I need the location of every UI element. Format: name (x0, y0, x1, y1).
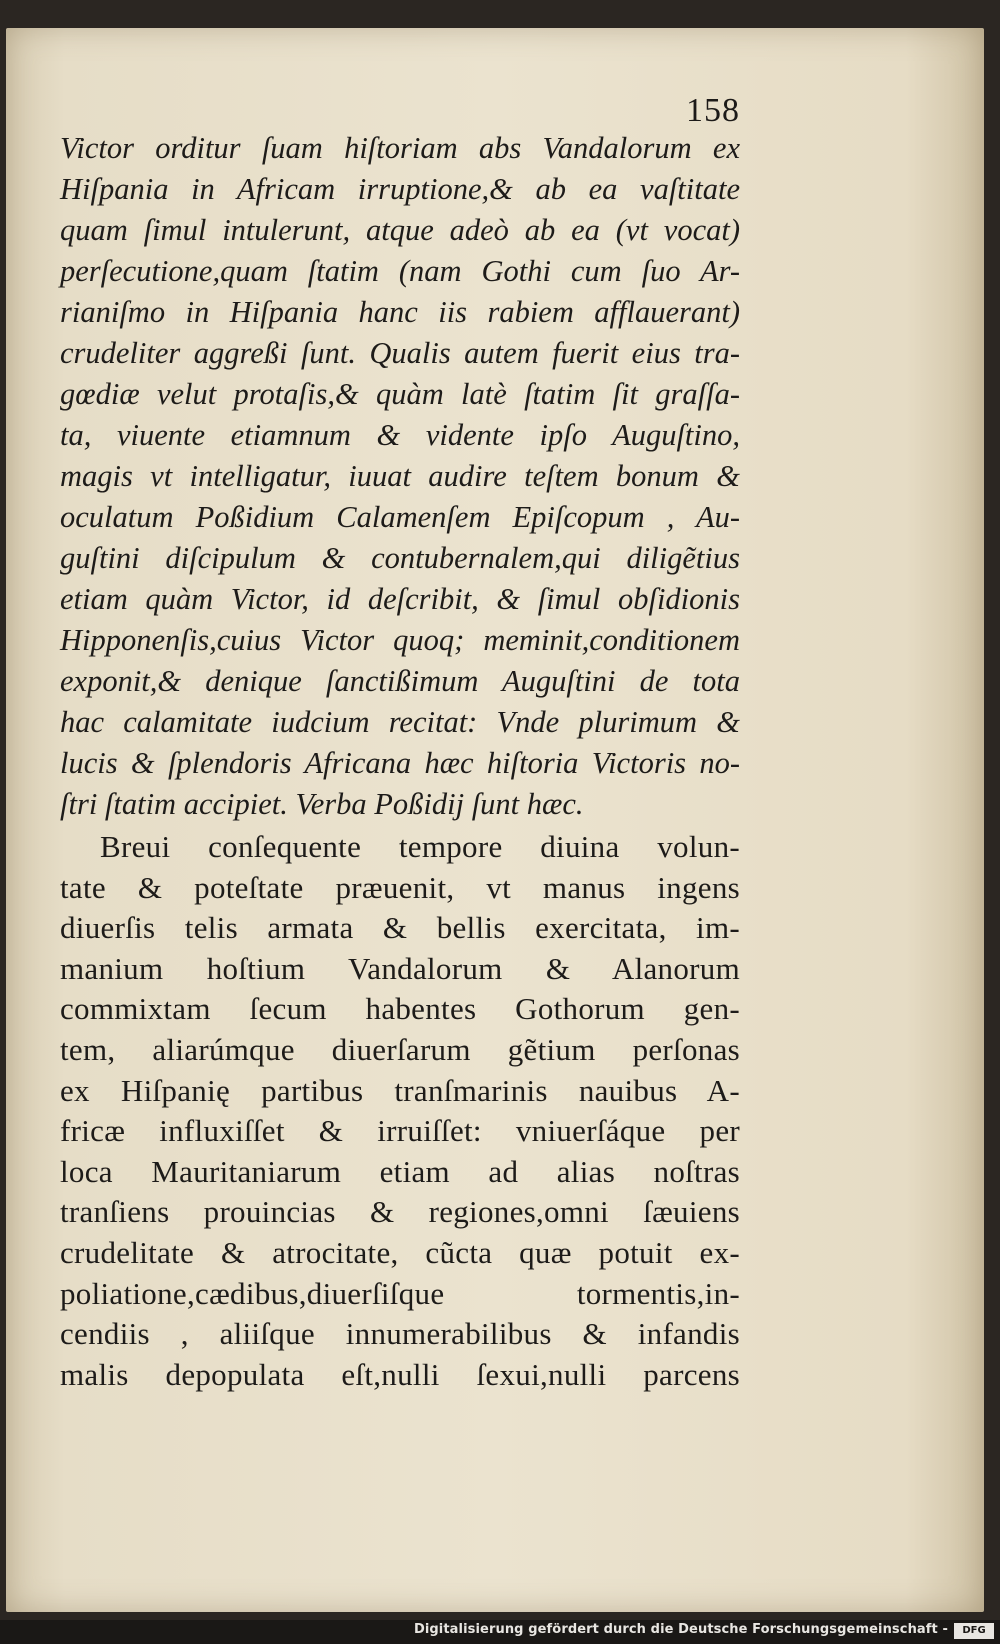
text-line: oculatum Poßidium Calamenſem Epiſcopum , Au- (60, 500, 740, 534)
text-line: ſtri ſtatim accipiet. Verba Poßidij ſunt hæc. (60, 787, 584, 821)
text-line: crudelitate & atrocitate, cũcta quæ potuit ex- (60, 1234, 740, 1270)
page-number: 158 (686, 92, 740, 129)
text-line: tem, aliarúmque diuerſarum gẽtium perſonas (60, 1031, 740, 1067)
text-line: Hipponenſis,cuius Victor quoq; meminit,conditionem (60, 623, 740, 657)
text-line: commixtam ſecum habentes Gothorum gen- (60, 991, 740, 1027)
text-line: magis vt intelligatur, iuuat audire teſtem bonum & (60, 459, 740, 493)
text-line: gœdiæ velut protaſis,& quàm latè ſtatim ſit graſſa- (60, 377, 740, 411)
text-line: ex Hiſpanię partibus tranſmarinis nauibus A- (60, 1072, 740, 1108)
text-line: etiam quàm Victor, id deſcribit, & ſimul obſidionis (60, 582, 740, 616)
text-line: guſtini diſcipulum & contubernalem,qui diligẽtius (60, 541, 740, 575)
italic-paragraph (60, 128, 740, 825)
text-line: rianiſmo in Hiſpania hanc iis rabiem afflauerant) (60, 295, 740, 329)
text-line: exponit,& denique ſanctißimum Auguſtini de tota (60, 664, 740, 698)
text-line: ta, viuente etiamnum & vidente ipſo Auguſtino, (60, 418, 740, 452)
text-line: crudeliter aggreßi ſunt. Qualis autem fuerit eius tra- (60, 336, 740, 370)
footer-credit: Digitalisierung gefördert durch die Deutsche Forschungsgemeinschaft - (413, 1622, 948, 1637)
text-line: perſecutione,quam ſtatim (nam Gothi cum ſuo Ar- (60, 254, 740, 288)
text-line: tranſiens prouincias & regiones,omni ſæuiens (60, 1194, 740, 1230)
text-line: hac calamitate iudcium recitat: Vnde plurimum & (60, 705, 740, 739)
book-page (6, 28, 984, 1612)
dfg-logo: DFG (954, 1623, 994, 1639)
text-line: loca Mauritaniarum etiam ad alias noſtras (60, 1153, 740, 1189)
text-line: manium hoſtium Vandalorum & Alanorum (60, 950, 740, 986)
text-line: quam ſimul intulerunt, atque adeò ab ea (vt vocat) (60, 213, 740, 247)
text-line: tate & poteſtate præuenit, vt manus ingens (60, 869, 740, 905)
text-line: Hiſpania in Africam irruptione,& ab ea vaſtitate (60, 172, 740, 206)
text-line: poliatione,cædibus,diuerſiſque tormentis,in- (60, 1275, 740, 1311)
text-line: cendiis , aliiſque innumerabilibus & infandis (60, 1316, 740, 1352)
text-line: lucis & ſplendoris Africana hæc hiſtoria Victoris no- (60, 746, 740, 780)
digitization-footer (0, 1620, 1000, 1644)
text-line: malis depopulata eſt,nulli ſexui,nulli parcens (60, 1356, 740, 1392)
text-line: fricæ influxiſſet & irruiſſet: vniuerſáque per (60, 1113, 740, 1149)
text-block (60, 128, 740, 1395)
text-line: Victor orditur ſuam hiſtoriam abs Vandalorum ex (60, 131, 740, 165)
text-line: Breui conſequente tempore diuina volun- (100, 829, 740, 864)
text-line: diuerſis telis armata & bellis exercitata, im- (60, 910, 740, 946)
roman-paragraph (60, 827, 740, 1395)
